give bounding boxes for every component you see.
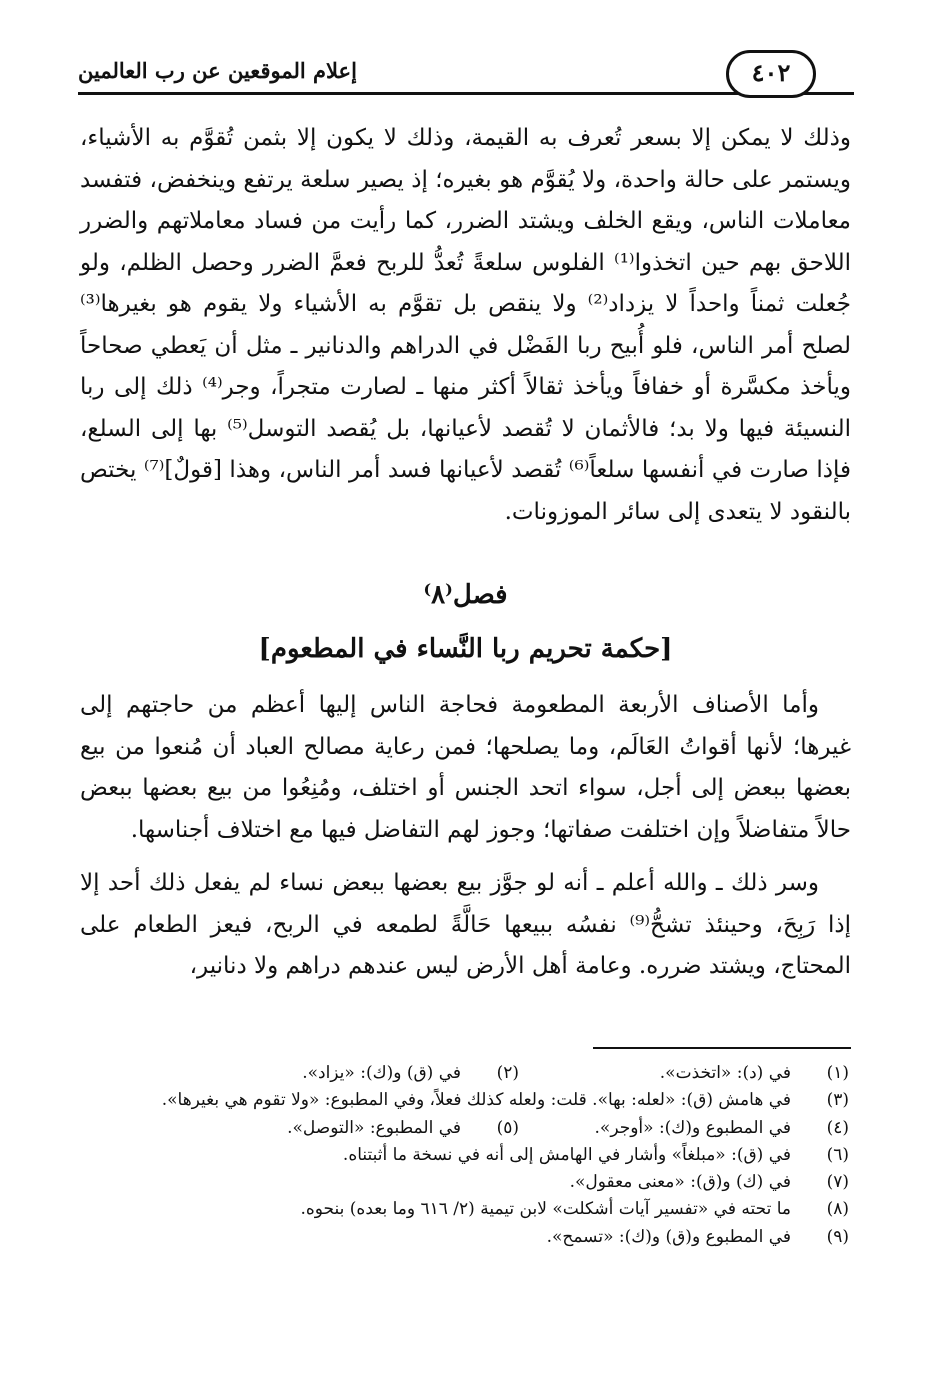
footnote-rule bbox=[593, 1047, 851, 1049]
footnote-4 bbox=[521, 1115, 851, 1142]
footnote-number: (٢) bbox=[496, 1063, 519, 1083]
footnote-text: في (ق): «مبلغاً» وأشار في الهامش إلى أنه في نسخة ما أثبتناه. bbox=[342, 1144, 791, 1165]
footnote-6 bbox=[80, 1142, 851, 1169]
footnote-number: (٤) bbox=[826, 1117, 849, 1138]
fasl-heading: فصل⁽٨⁾ bbox=[423, 580, 508, 610]
footnote-text: في المطبوع و(ق) و(ك): «تسمح». bbox=[546, 1226, 791, 1247]
footnote-number: (٣) bbox=[826, 1090, 849, 1111]
footnote-1 bbox=[521, 1060, 851, 1087]
page-number: ٤٠٢ bbox=[726, 50, 816, 98]
paragraph-1: وذلك لا يمكن إلا بسعر تُعرف به القيمة، وذلك لا يكون إلا بثمن تُقوَّم به الأشياء، ويستمر على حالة واحدة، ولا يُقوَّم هو بغيره؛ إذ يصير سلعة يرتفع وينخفض، فتفسد معاملات الناس، ويقع الخلف ويشتد الضرر، كما رأيت من فساد معاملاتهم والضرر اللاحق بهم حين اتخذوا⁽¹⁾ الفلوس سلعةً تُعدُّ للربح فعمَّ الضرر وحصل الظلم، ولو جُعلت ثمناً واحداً لا يزداد⁽²⁾ ولا ينقص بل تقوَّم به الأشياء ولا يقوم هو بغيرها⁽³⁾ لصلح أمر الناس، فلو أُبيح ربا الفَضْل في الدراهم والدنانير ـ مثل أن يَعطي صحاحاً ويأخذ مكسَّرة أو خفافاً ويأخذ ثقالاً أكثر منها ـ لصارت متجراً، وجر⁽⁴⁾ ذلك إلى ربا النسيئة فيها ولا بد؛ فالأثمان لا تُقصد لأعيانها، بل يُقصد التوسل⁽⁵⁾ بها إلى السلع، فإذا صارت في أنفسها سلعاً⁽⁶⁾ تُقصد لأعيانها فسد أمر الناس، وهذا [قولٌ]⁽⁷⁾ يختص بالنقود لا يتعدى إلى سائر الموزونات. bbox=[80, 125, 852, 525]
footnote-text: في (د): «اتخذت». bbox=[659, 1063, 791, 1083]
footnote-text: في هامش (ق): «لعله: بها». قلت: ولعله كذلك فعلاً، وفي المطبوع: «ولا تقوم هي بغيرها». bbox=[161, 1090, 791, 1111]
footnote-text: في المطبوع و(ك): «أوجر». bbox=[594, 1117, 791, 1138]
footnote-5 bbox=[191, 1115, 521, 1142]
footnote-7 bbox=[80, 1169, 851, 1196]
main-text bbox=[80, 118, 851, 988]
running-title: إعلام الموقعين عن رب العالمين bbox=[78, 58, 357, 83]
footnote-number: (١) bbox=[826, 1063, 849, 1083]
footnote-8 bbox=[80, 1196, 851, 1223]
paragraph-3: وسر ذلك ـ والله أعلم ـ أنه لو جوَّز بيع بعضها ببعض نساء لم يفعل ذلك أحد إلا إذا رَبِحَ، وحينئذ تشحُّ⁽⁹⁾ نفسُه ببيعها حَالَّةً لطمعه في الربح، فيعز الطعام على المحتاج، ويشتد ضرره. وعامة أهل الأرض ليس عندهم دراهم ولا دنانير، bbox=[80, 870, 851, 979]
footnote-row-4-5 bbox=[80, 1115, 851, 1142]
paragraph-2: وأما الأصناف الأربعة المطعومة فحاجة الناس إليها أعظم من حاجتهم إلى غيرها؛ لأنها أقواتُ العَالَم، وما يصلحها؛ فمن رعاية مصالح العباد أن مُنعوا من بيع بعضها ببعض إلى أجل، سواء اتحد الجنس أو اختلف، ومُنِعُوا من بيع بعضها ببعض حالاً متفاضلاً وإن اختلفت صفاتها؛ وجوز لهم التفاضل فيها مع اختلاف أجناسها. bbox=[80, 692, 851, 843]
footnote-2 bbox=[191, 1060, 521, 1087]
footnote-9 bbox=[80, 1224, 851, 1251]
footnote-3 bbox=[80, 1087, 851, 1114]
footnote-number: (٦) bbox=[826, 1144, 849, 1165]
footnote-number: (٩) bbox=[826, 1226, 849, 1247]
footnote-number: (٧) bbox=[826, 1172, 849, 1193]
footnote-text: ما تحته في «تفسير آيات أشكلت» لابن تيمية (٢/ ٦١٦ وما بعده) بنحوه. bbox=[300, 1199, 791, 1220]
footnote-number: (٥) bbox=[496, 1117, 519, 1138]
footnote-text: في (ك) و(ق): «معنى معقول». bbox=[569, 1172, 791, 1193]
footnote-text: في المطبوع: «التوصل». bbox=[287, 1117, 461, 1138]
footnotes bbox=[80, 1060, 851, 1251]
footnote-number: (٨) bbox=[826, 1199, 849, 1220]
footnote-text: في (ق) و(ك): «يزاد». bbox=[302, 1063, 461, 1083]
footnote-row-1-2 bbox=[80, 1060, 851, 1087]
page-header bbox=[78, 40, 854, 98]
section-title: [حكمة تحريم ربا النَّساء في المطعوم] bbox=[258, 634, 673, 664]
